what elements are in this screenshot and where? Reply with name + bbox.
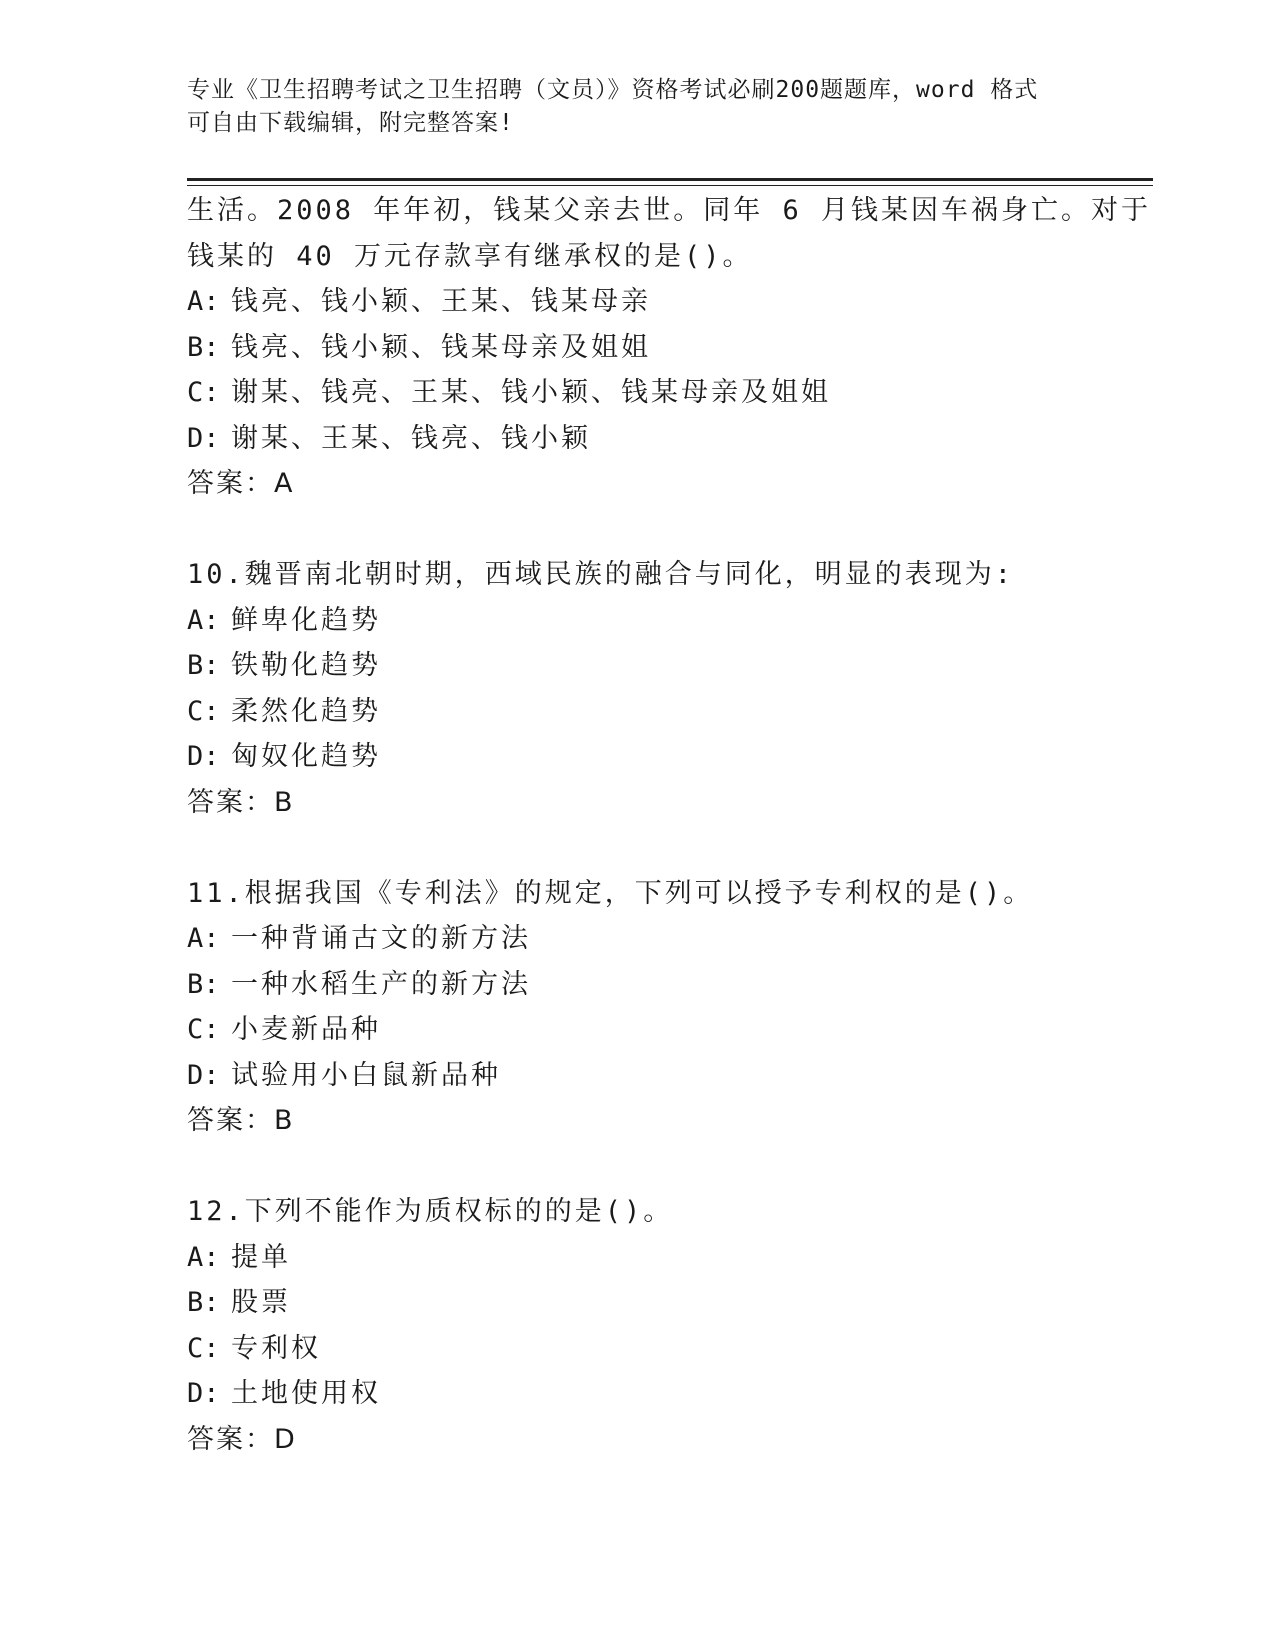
document-body	[187, 188, 1152, 1462]
option-d	[187, 734, 1137, 780]
option-text: 钱亮、钱小颖、王某、钱某母亲	[231, 286, 651, 317]
answer-line: 答案：B	[187, 1105, 295, 1136]
option-b	[187, 962, 1137, 1008]
option-letter: B:	[187, 968, 220, 1000]
option-letter: D:	[187, 422, 220, 454]
option-c	[187, 1007, 1137, 1053]
option-letter: A:	[187, 286, 220, 317]
option-text: 提单	[231, 1241, 291, 1273]
option-text: 谢某、钱亮、王某、钱小颖、钱某母亲及姐姐	[231, 377, 831, 408]
question-stem: 12.下列不能作为质权标的的是()。	[187, 1196, 674, 1227]
option-a	[187, 1235, 1137, 1281]
option-text: 谢某、王某、钱亮、钱小颖	[231, 422, 591, 454]
option-letter: B:	[187, 331, 220, 363]
option-text: 鲜卑化趋势	[231, 604, 381, 636]
spacer	[187, 1144, 1137, 1190]
option-letter: C:	[187, 1014, 220, 1045]
option-text: 小麦新品种	[231, 1014, 381, 1045]
question-stem: 10.魏晋南北朝时期，西域民族的融合与同化，明显的表现为:	[187, 559, 1015, 590]
question-12	[187, 1189, 1137, 1462]
option-text: 土地使用权	[231, 1378, 381, 1409]
option-letter: C:	[187, 695, 220, 727]
question-stem: 11.根据我国《专利法》的规定，下列可以授予专利权的是()。	[187, 877, 1034, 909]
option-letter: B:	[187, 650, 220, 681]
question-11	[187, 871, 1137, 1144]
option-c	[187, 689, 1137, 735]
option-b	[187, 1280, 1137, 1326]
option-d	[187, 416, 1137, 462]
option-text: 一种背诵古文的新方法	[231, 923, 531, 954]
question-stem-line: 生活。2008 年年初，钱某父亲去世。同年 6 月钱某因车祸身亡。对于	[187, 195, 1152, 226]
answer-line: 答案：A	[187, 468, 295, 499]
spacer	[187, 825, 1137, 871]
option-d	[187, 1371, 1137, 1417]
option-letter: D:	[187, 741, 220, 772]
option-text: 柔然化趋势	[231, 695, 381, 727]
option-text: 专利权	[231, 1332, 321, 1364]
option-text: 铁勒化趋势	[231, 650, 381, 681]
question-continued	[187, 188, 1152, 507]
option-letter: B:	[187, 1287, 220, 1318]
question-stem-line: 钱某的 40 万元存款享有继承权的是()。	[187, 240, 753, 272]
option-text: 匈奴化趋势	[231, 741, 381, 772]
option-text: 股票	[231, 1287, 291, 1318]
spacer	[187, 507, 1137, 553]
option-letter: D:	[187, 1378, 220, 1409]
page-header	[187, 74, 1087, 140]
option-text: 一种水稻生产的新方法	[231, 968, 531, 1000]
option-c	[187, 1326, 1137, 1372]
header-title-line-2: 可自由下载编辑，附完整答案!	[187, 110, 514, 136]
answer-line: 答案：D	[187, 1423, 297, 1455]
option-text: 钱亮、钱小颖、钱某母亲及姐姐	[231, 331, 651, 363]
option-d	[187, 1053, 1137, 1099]
option-b	[187, 643, 1137, 689]
option-a	[187, 916, 1137, 962]
answer-line: 答案：B	[187, 786, 295, 818]
option-a	[187, 279, 1137, 325]
option-b	[187, 325, 1137, 371]
option-letter: C:	[187, 377, 220, 408]
header-rule-thick	[187, 178, 1153, 181]
header-rule-thin	[187, 185, 1153, 186]
option-letter: A:	[187, 1241, 220, 1273]
option-a	[187, 598, 1137, 644]
header-title-line-1: 专业《卫生招聘考试之卫生招聘（文员）》资格考试必刷200题题库，word 格式	[187, 77, 1039, 103]
option-text: 试验用小白鼠新品种	[231, 1059, 501, 1091]
option-letter: D:	[187, 1059, 220, 1091]
question-10	[187, 552, 1137, 825]
option-c	[187, 370, 1137, 416]
option-letter: C:	[187, 1332, 220, 1364]
option-letter: A:	[187, 604, 220, 636]
option-letter: A:	[187, 923, 220, 954]
